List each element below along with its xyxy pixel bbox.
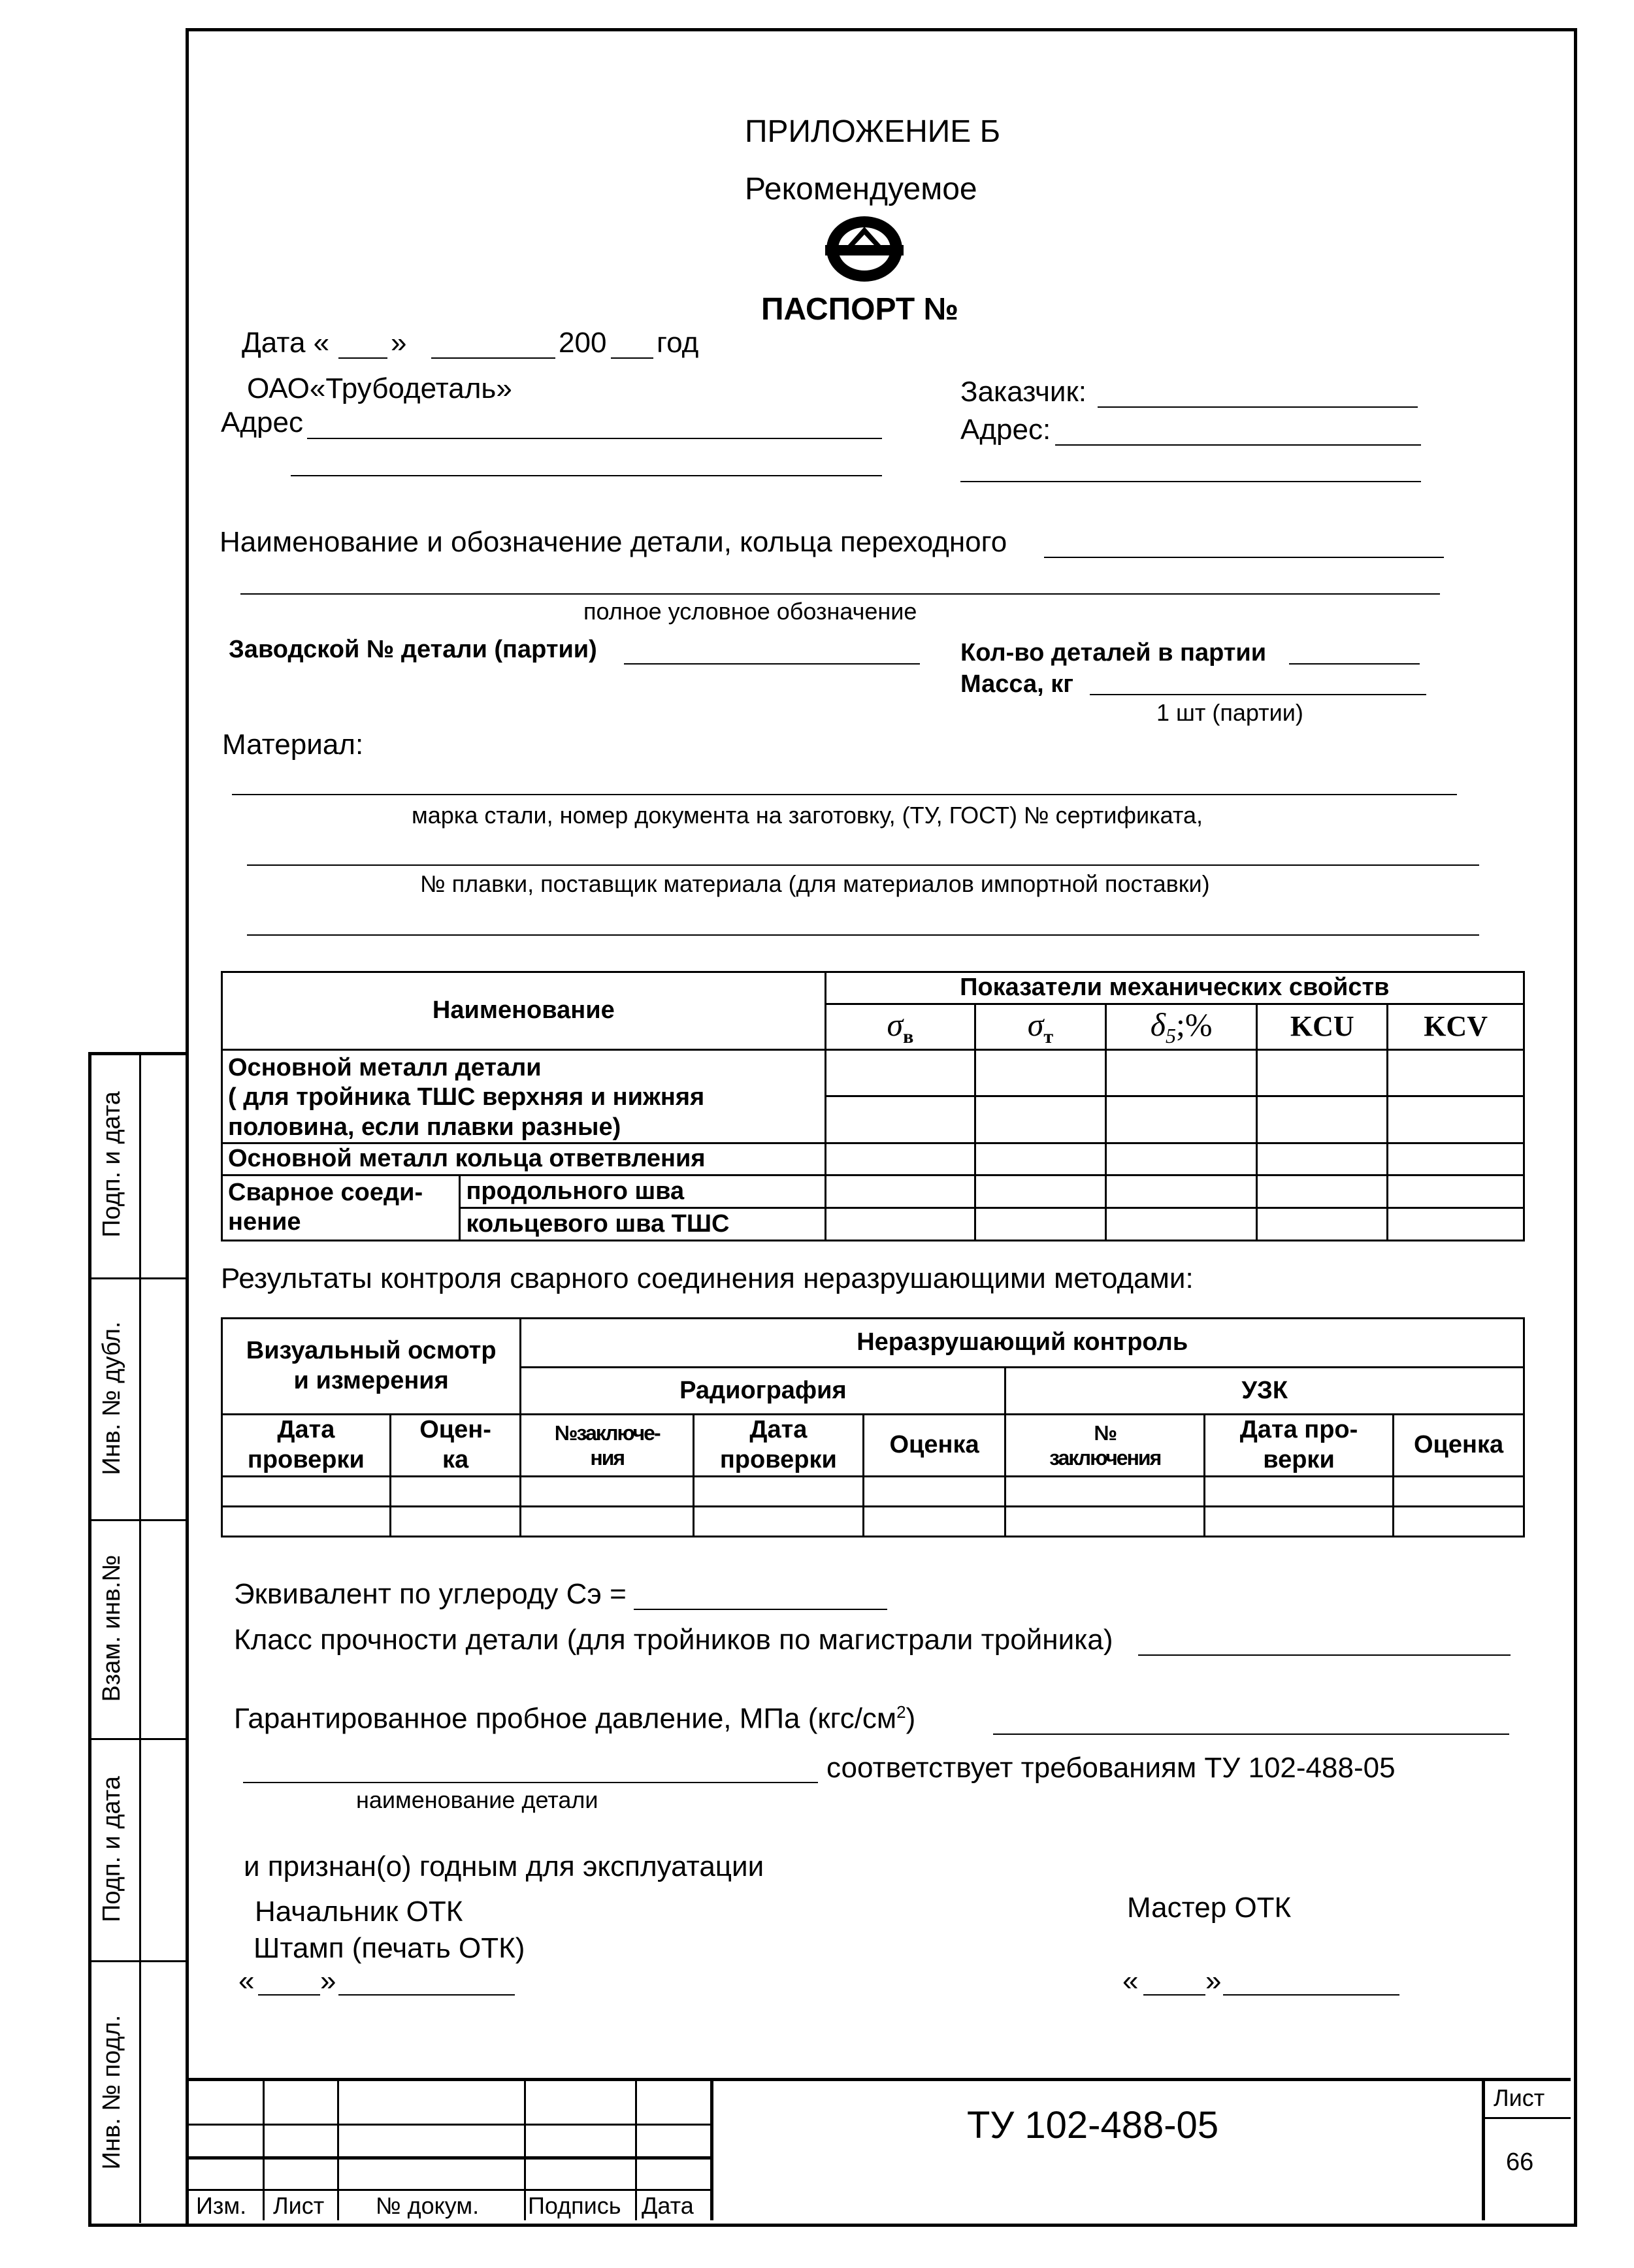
master-date-close: » — [1205, 1965, 1222, 1997]
row-weld-group: Сварное соеди- нение — [222, 1175, 460, 1240]
head-date-close: » — [320, 1965, 336, 1997]
date-mid: » — [391, 327, 407, 359]
date-year-prefix: 200 — [559, 327, 607, 359]
material-field-1[interactable] — [232, 794, 1457, 795]
head-date-open: « — [238, 1965, 255, 1997]
carbon-equiv-label: Эквивалент по углероду Сэ = — [234, 1578, 627, 1610]
head-day-field[interactable] — [258, 1994, 320, 1996]
col-uzk-conclusion: № заключения — [1005, 1415, 1204, 1477]
col-radio-grade: Оценка — [863, 1415, 1005, 1477]
ndt-intro: Результаты контроля сварного соединения неразрушающими методами: — [221, 1262, 1194, 1294]
col-delta5: $\delta_5;\%$ — [1105, 1004, 1257, 1049]
date-month-field[interactable] — [431, 357, 555, 359]
part-name-field-2[interactable] — [243, 1782, 818, 1783]
side-label-dup-inv: Инв. № дубл. — [98, 1321, 125, 1475]
col-visual-grade: Оцен- ка — [390, 1415, 521, 1477]
appendix-title: ПРИЛОЖЕНИЕ Б — [745, 114, 1001, 149]
head-signature-field[interactable] — [338, 1994, 515, 1996]
material-field-2[interactable] — [247, 864, 1479, 866]
part-name-label: Наименование и обозначение детали, кольца переходного — [220, 526, 1007, 558]
mech-name-header: Наименование — [222, 972, 826, 1050]
master-date-open: « — [1122, 1965, 1139, 1997]
stamp-label: Штамп (печать ОТК) — [253, 1932, 525, 1964]
mech-props-table — [221, 971, 1525, 1241]
manufacturer-address-label: Адрес — [221, 406, 303, 438]
mass-caption: 1 шт (партии) — [1156, 699, 1303, 726]
ndt-table — [221, 1317, 1525, 1537]
strength-class-label: Класс прочности детали (для тройников по магистрали тройника) — [234, 1624, 1113, 1656]
tb-col-date: Дата — [642, 2192, 694, 2219]
visual-header: Визуальный осмотр и измерения — [222, 1319, 521, 1415]
col-sigma-t: $\sigma_т$ — [975, 1004, 1106, 1049]
company-logo — [822, 212, 907, 284]
tb-col-change: Изм. — [196, 2192, 247, 2219]
part-name-field[interactable] — [1044, 557, 1444, 558]
strength-class-field[interactable] — [1138, 1654, 1511, 1656]
passport-title: ПАСПОРТ № — [761, 292, 959, 327]
customer-label: Заказчик: — [960, 376, 1087, 408]
cell-input[interactable] — [825, 1049, 975, 1096]
manufacturer-name: ОАО«Трубодеталь» — [247, 372, 512, 404]
side-label-replace-inv: Взам. инв.№ — [98, 1554, 125, 1702]
date-year-suffix: год — [657, 327, 699, 359]
date-prefix: Дата « — [242, 327, 330, 359]
row-branch-ring: Основной металл кольца ответвления — [222, 1143, 826, 1175]
mech-group-header: Показатели механических свойств — [825, 972, 1524, 1004]
test-pressure-field[interactable] — [993, 1734, 1509, 1735]
customer-address-field-2[interactable] — [960, 481, 1421, 482]
side-label-sign-date-2: Подп. и дата — [98, 1776, 125, 1922]
side-label-sign-date-1: Подп. и дата — [98, 1091, 125, 1238]
material-caption-1: марка стали, номер документа на заготовку, (ТУ, ГОСТ) № сертификата, — [412, 802, 1203, 829]
factory-no-field[interactable] — [624, 663, 920, 665]
material-field-3[interactable] — [247, 934, 1479, 936]
accepted-text: и признан(о) годным для эксплуатации — [244, 1850, 764, 1882]
complies-text: соответствует требованиям ТУ 102-488-05 — [826, 1752, 1396, 1784]
ultrasonic-header: УЗК — [1005, 1368, 1524, 1415]
col-radio-conclusion: №заключе- ния — [521, 1415, 694, 1477]
side-label-orig-inv: Инв. № подл. — [98, 2014, 125, 2170]
tb-col-signature: Подпись — [528, 2192, 621, 2219]
master-otk-label: Мастер ОТК — [1127, 1892, 1292, 1924]
manufacturer-address-field-1[interactable] — [307, 438, 882, 439]
row-longitudinal-weld: продольного шва — [460, 1175, 825, 1208]
col-uzk-date: Дата про- верки — [1204, 1415, 1393, 1477]
part-name-caption: наименование детали — [356, 1786, 598, 1813]
mass-field[interactable] — [1090, 694, 1426, 695]
radiography-header: Радиография — [521, 1368, 1005, 1415]
row-circular-weld: кольцевого шва ТШС — [460, 1208, 825, 1240]
manufacturer-address-field-2[interactable] — [291, 475, 882, 476]
col-sigma-b: $\sigma_в$ — [825, 1004, 975, 1049]
master-day-field[interactable] — [1143, 1994, 1205, 1996]
tb-col-sheet: Лист — [273, 2192, 325, 2219]
customer-field[interactable] — [1098, 406, 1418, 408]
row-base-metal: Основной металл детали ( для тройника ТШС верхняя и нижняя половина, если плавки разные) — [222, 1049, 826, 1143]
customer-address-field-1[interactable] — [1055, 444, 1421, 446]
col-visual-date: Дата проверки — [222, 1415, 391, 1477]
carbon-equiv-field[interactable] — [634, 1609, 887, 1610]
material-label: Материал: — [222, 729, 364, 761]
mass-label: Масса, кг — [960, 670, 1074, 698]
factory-no-label: Заводской № детали (партии) — [229, 636, 597, 663]
ndt-header: Неразрушающий контроль — [521, 1319, 1524, 1368]
date-year-field[interactable] — [611, 357, 653, 359]
head-otk-label: Начальник ОТК — [255, 1896, 463, 1928]
date-day-field[interactable] — [338, 357, 387, 359]
col-kcu: KCU — [1257, 1004, 1388, 1049]
recommended-label: Рекомендуемое — [745, 172, 977, 206]
customer-address-label: Адрес: — [960, 414, 1051, 446]
tb-sheet-label: Лист — [1494, 2084, 1545, 2111]
qty-field[interactable] — [1289, 663, 1420, 665]
material-caption-2: № плавки, поставщик материала (для материалов импортной поставки) — [420, 870, 1210, 897]
col-kcv: KCV — [1388, 1004, 1524, 1049]
qty-label: Кол-во деталей в партии — [960, 639, 1267, 666]
tb-col-doc-no: № докум. — [376, 2192, 480, 2219]
col-uzk-grade: Оценка — [1394, 1415, 1524, 1477]
col-radio-date: Дата проверки — [694, 1415, 864, 1477]
master-signature-field[interactable] — [1223, 1994, 1399, 1996]
full-designation-caption: полное условное обозначение — [583, 598, 917, 625]
tb-doc-code: ТУ 102-488-05 — [967, 2104, 1219, 2146]
test-pressure-label: Гарантированное пробное давление, МПа $(кгс/см^2)$ — [234, 1702, 916, 1735]
tb-sheet-no: 66 — [1506, 2148, 1534, 2176]
part-designation-field[interactable] — [240, 593, 1440, 595]
